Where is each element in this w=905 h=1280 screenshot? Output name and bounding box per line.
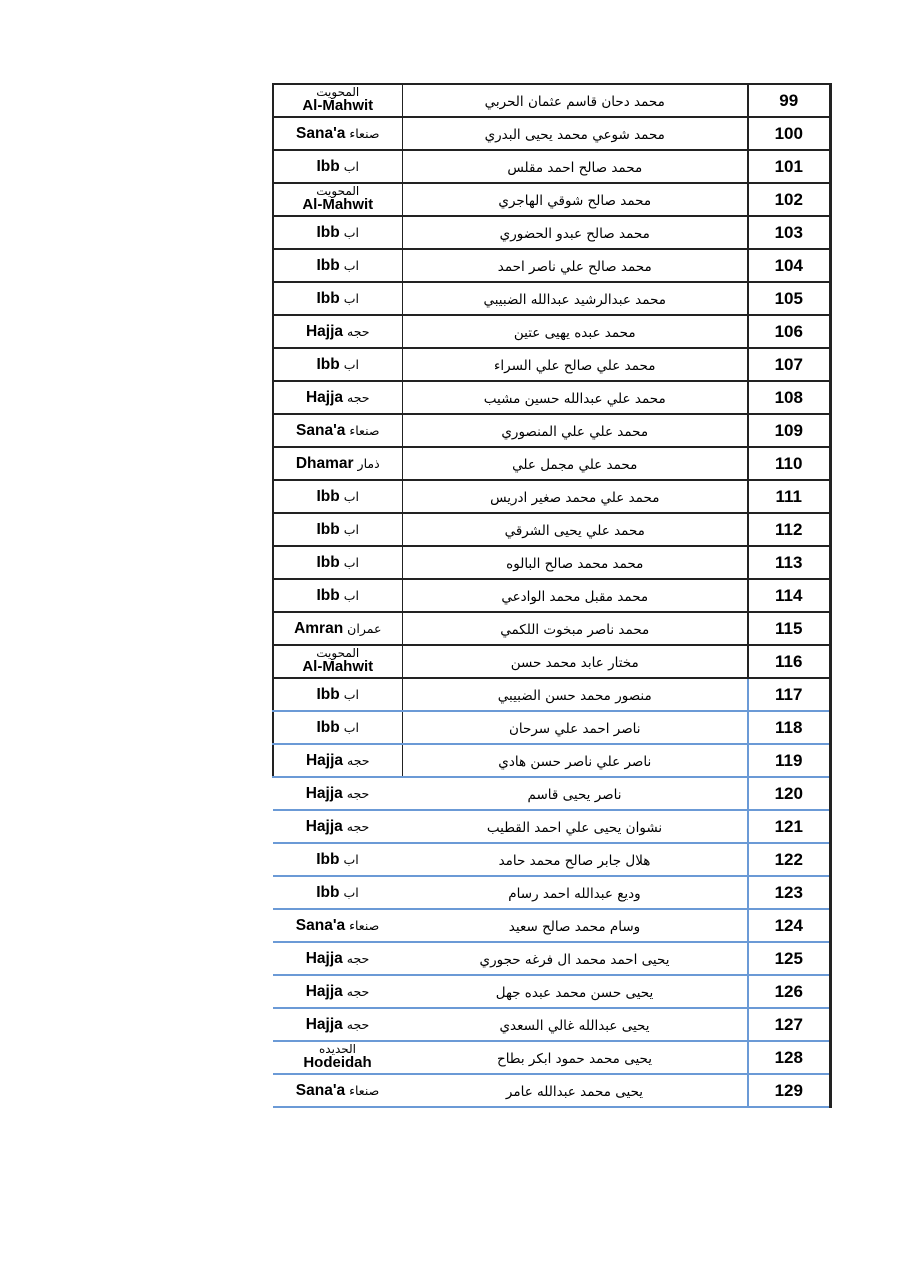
table-body [273, 84, 830, 1107]
governorate-cell [273, 447, 402, 480]
governorate-cell [273, 117, 402, 150]
governorate-label [306, 752, 370, 770]
name-cell [402, 513, 748, 546]
governorate-english: Ibb [316, 157, 340, 175]
governorate-arabic: اب [343, 290, 359, 306]
governorate-label [306, 818, 370, 836]
governorate-english: Amran [294, 619, 344, 637]
name-text: محمد صالح احمد مقلس [507, 160, 643, 176]
number-cell [748, 480, 830, 513]
name-cell [402, 249, 748, 282]
governorate-label [296, 422, 379, 440]
governorate-english: Ibb [316, 256, 340, 274]
table-row [273, 348, 830, 381]
number-text: 129 [774, 1080, 803, 1100]
name-cell [402, 447, 748, 480]
name-cell [402, 1074, 748, 1107]
governorate-arabic: حجه [346, 950, 370, 966]
governorate-english: Ibb [316, 355, 340, 373]
name-text: محمد صالح شوقي الهاجري [498, 193, 652, 209]
number-cell [748, 909, 830, 942]
name-text: نشوان يحيى علي احمد القطيب [486, 820, 663, 836]
governorate-english: Hodeidah [303, 1054, 372, 1071]
governorate-cell [273, 579, 402, 612]
number-text: 110 [775, 453, 803, 473]
table-row [273, 777, 830, 810]
number-text: 115 [775, 618, 803, 638]
name-cell [402, 843, 748, 876]
table-row [273, 975, 830, 1008]
governorate-cell [273, 1041, 402, 1074]
name-text: يحيى محمد حمود ابكر بطاح [496, 1051, 652, 1067]
governorate-cell [273, 84, 402, 117]
name-text: محمد شوعي محمد يحيى البدري [484, 127, 665, 143]
governorate-cell [273, 480, 402, 513]
number-text: 113 [775, 552, 803, 572]
number-text: 100 [774, 123, 803, 143]
governorate-arabic: المحويت [316, 85, 360, 99]
number-cell [748, 678, 830, 711]
governorate-label [317, 521, 360, 539]
number-text: 128 [774, 1047, 803, 1067]
name-text: محمد علي يحيى الشرقي [504, 523, 645, 539]
governorate-label [306, 1016, 370, 1034]
name-cell [402, 579, 748, 612]
number-cell [748, 117, 830, 150]
number-text: 109 [774, 420, 803, 440]
name-text: يحيى عبدالله غالي السعدي [499, 1018, 650, 1034]
governorate-english: Ibb [316, 520, 340, 538]
governorate-label [296, 917, 379, 935]
number-cell [748, 315, 830, 348]
number-cell [748, 150, 830, 183]
name-text: محمد ناصر مبخوت اللكمي [500, 622, 650, 638]
name-text: محمد علي عبدالله حسين مشيب [483, 391, 666, 407]
number-cell [748, 579, 830, 612]
name-cell [402, 381, 748, 414]
governorate-arabic: صنعاء [349, 422, 380, 438]
governorate-english: Ibb [316, 487, 340, 505]
governorate-english: Hajja [305, 1015, 343, 1033]
name-cell [402, 975, 748, 1008]
table-row [273, 216, 830, 249]
number-text: 99 [779, 90, 799, 110]
governorate-label [317, 488, 360, 506]
table-row [273, 117, 830, 150]
name-text: محمد صالح علي ناصر احمد [497, 259, 652, 275]
governorate-label [317, 158, 360, 176]
table-row [273, 1074, 830, 1107]
number-text: 121 [774, 816, 803, 836]
governorate-label [317, 686, 360, 704]
governorate-english: Hajja [305, 949, 343, 967]
governorate-english: Hajja [305, 388, 344, 406]
name-cell [402, 216, 748, 249]
name-text: محمد مقبل محمد الوادعي [501, 589, 649, 605]
governorate-cell [273, 513, 402, 546]
governorate-arabic: حجه [347, 389, 370, 405]
governorate-arabic: اب [343, 851, 359, 867]
name-cell [402, 876, 748, 909]
number-text: 106 [774, 321, 803, 341]
governorate-cell [273, 810, 402, 843]
table-row [273, 480, 830, 513]
governorate-label [317, 719, 360, 737]
governorate-cell [273, 612, 402, 645]
name-cell [402, 480, 748, 513]
number-cell [748, 249, 830, 282]
name-text: محمد علي محمد صغير ادريس [490, 490, 660, 506]
number-cell [748, 711, 830, 744]
governorate-label [274, 185, 402, 211]
governorate-cell [273, 777, 402, 810]
name-cell [402, 612, 748, 645]
governorate-arabic: اب [343, 884, 359, 900]
governorate-arabic: اب [343, 224, 359, 240]
number-text: 105 [774, 288, 803, 308]
governorate-label [296, 455, 380, 473]
governorate-english: Hajja [305, 784, 343, 802]
name-text: يحيى محمد عبدالله عامر [505, 1084, 644, 1100]
table-row [273, 843, 830, 876]
table-row [273, 447, 830, 480]
governorate-arabic: حجه [346, 818, 370, 834]
name-cell [402, 711, 748, 744]
number-text: 124 [774, 915, 803, 935]
governorate-english: Al-Mahwit [302, 658, 374, 675]
name-text: منصور محمد حسن الضبيبي [497, 688, 652, 704]
number-cell [748, 1074, 830, 1107]
number-cell [748, 84, 830, 117]
governorate-label [296, 125, 379, 143]
number-text: 122 [774, 849, 803, 869]
governorate-arabic: اب [343, 587, 359, 603]
governorate-cell [273, 843, 402, 876]
governorate-label [316, 851, 359, 869]
governorate-label [296, 1082, 379, 1100]
name-text: هلال جابر صالح محمد حامد [498, 853, 651, 869]
name-cell [402, 546, 748, 579]
table-row [273, 513, 830, 546]
governorate-arabic: اب [343, 488, 359, 504]
name-cell [402, 117, 748, 150]
governorate-label [306, 785, 370, 803]
governorate-english: Ibb [316, 289, 340, 307]
number-text: 111 [775, 486, 802, 506]
governorate-label [306, 323, 370, 341]
name-text: ناصر احمد علي سرحان [508, 721, 641, 737]
names-table [272, 83, 832, 1108]
name-text: ناصر يحيى قاسم [527, 787, 622, 803]
number-cell [748, 876, 830, 909]
name-cell [402, 315, 748, 348]
governorate-cell [273, 381, 402, 414]
governorate-arabic: اب [343, 257, 359, 273]
number-cell [748, 546, 830, 579]
number-cell [748, 282, 830, 315]
governorate-english: Hajja [305, 322, 344, 340]
governorate-label [273, 1043, 402, 1069]
number-text: 114 [775, 585, 803, 605]
governorate-cell [273, 678, 402, 711]
table-row [273, 810, 830, 843]
number-text: 126 [774, 981, 803, 1001]
table-row [273, 183, 830, 216]
number-text: 104 [774, 255, 803, 275]
governorate-cell [273, 1074, 402, 1107]
governorate-arabic: اب [343, 356, 359, 372]
governorate-cell [273, 876, 402, 909]
name-cell [402, 645, 748, 678]
table-row [273, 282, 830, 315]
table-row [273, 150, 830, 183]
governorate-label [306, 950, 370, 968]
name-text: وسام محمد صالح سعيد [508, 919, 641, 935]
number-text: 116 [775, 651, 803, 671]
name-text: محمد عبده يهيى عتين [513, 325, 636, 341]
governorate-english: Ibb [316, 850, 340, 868]
name-cell [402, 348, 748, 381]
number-cell [748, 810, 830, 843]
governorate-arabic: الحديده [319, 1042, 356, 1056]
governorate-english: Ibb [316, 685, 340, 703]
number-cell [748, 942, 830, 975]
governorate-cell [273, 975, 402, 1008]
governorate-english: Al-Mahwit [302, 97, 374, 114]
governorate-label [317, 356, 360, 374]
governorate-english: Al-Mahwit [302, 196, 374, 213]
name-text: محمد صالح عبدو الحضوري [499, 226, 650, 242]
name-cell [402, 777, 748, 810]
name-cell [402, 810, 748, 843]
table-row [273, 678, 830, 711]
table-row [273, 711, 830, 744]
governorate-arabic: ذمار [357, 455, 380, 471]
governorate-cell [273, 150, 402, 183]
governorate-label [274, 647, 402, 673]
governorate-cell [273, 711, 402, 744]
governorate-cell [273, 414, 402, 447]
governorate-arabic: عمران [347, 620, 382, 636]
governorate-arabic: اب [343, 719, 359, 735]
governorate-arabic: صنعاء [349, 125, 380, 141]
governorate-arabic: اب [343, 521, 359, 537]
table-row [273, 381, 830, 414]
governorate-english: Sana'a [295, 1081, 346, 1099]
table-row [273, 414, 830, 447]
name-text: محمد عبدالرشيد عبدالله الضبيبي [483, 292, 667, 308]
governorate-arabic: المحويت [316, 646, 360, 660]
table-row [273, 315, 830, 348]
name-cell [402, 282, 748, 315]
name-cell [402, 150, 748, 183]
number-text: 108 [774, 387, 803, 407]
number-cell [748, 1041, 830, 1074]
governorate-arabic: اب [343, 554, 359, 570]
governorate-label [317, 554, 360, 572]
governorate-cell [273, 183, 402, 216]
number-cell [748, 975, 830, 1008]
number-text: 103 [774, 222, 803, 242]
governorate-arabic: صنعاء [349, 1082, 380, 1098]
governorate-arabic: اب [343, 686, 359, 702]
governorate-cell [273, 282, 402, 315]
table-row [273, 744, 830, 777]
name-cell [402, 909, 748, 942]
name-text: محمد محمد صالح البالوه [506, 556, 644, 572]
name-text: يحيى احمد محمد ال فرغه حجوري [479, 952, 670, 968]
number-cell [748, 744, 830, 777]
number-text: 102 [774, 189, 803, 209]
number-cell [748, 1008, 830, 1041]
table-row [273, 876, 830, 909]
governorate-english: Hajja [305, 751, 344, 769]
governorate-label [317, 224, 360, 242]
name-cell [402, 942, 748, 975]
table-row [273, 249, 830, 282]
governorate-english: Ibb [316, 586, 340, 604]
governorate-cell [273, 546, 402, 579]
governorate-cell [273, 909, 402, 942]
name-text: يحيى حسن محمد عبده جهل [495, 985, 654, 1001]
table-row [273, 546, 830, 579]
number-cell [748, 645, 830, 678]
number-cell [748, 612, 830, 645]
number-text: 118 [775, 717, 803, 737]
name-text: محمد دحان قاسم عثمان الحربي [484, 94, 665, 110]
table-row [273, 1008, 830, 1041]
table-row [273, 942, 830, 975]
governorate-english: Ibb [316, 553, 340, 571]
governorate-label [317, 290, 360, 308]
number-text: 125 [774, 948, 803, 968]
governorate-cell [273, 348, 402, 381]
number-text: 101 [774, 156, 803, 176]
name-cell [402, 84, 748, 117]
number-cell [748, 843, 830, 876]
name-text: وديع عبدالله احمد رسام [508, 886, 641, 902]
table-row [273, 84, 830, 117]
governorate-arabic: المحويت [316, 184, 360, 198]
name-text: ناصر علي ناصر حسن هادي [498, 754, 652, 770]
number-cell [748, 777, 830, 810]
governorate-english: Sana'a [295, 916, 346, 934]
governorate-arabic: اب [343, 158, 359, 174]
governorate-arabic: حجه [346, 785, 370, 801]
governorate-arabic: حجه [346, 983, 370, 999]
governorate-cell [273, 216, 402, 249]
governorate-label [317, 587, 360, 605]
number-cell [748, 447, 830, 480]
name-cell [402, 1041, 748, 1074]
governorate-english: Hajja [305, 982, 343, 1000]
governorate-english: Ibb [316, 883, 340, 901]
governorate-label [317, 257, 360, 275]
number-text: 112 [775, 519, 803, 539]
governorate-arabic: صنعاء [349, 917, 380, 933]
number-text: 127 [774, 1014, 803, 1034]
governorate-arabic: حجه [346, 1016, 370, 1032]
number-cell [748, 513, 830, 546]
governorate-arabic: حجه [347, 323, 370, 339]
name-text: مختار عابد محمد حسن [510, 655, 639, 671]
governorate-cell [273, 942, 402, 975]
number-cell [748, 183, 830, 216]
governorate-english: Ibb [316, 223, 340, 241]
number-cell [748, 381, 830, 414]
number-text: 123 [774, 882, 803, 902]
governorate-cell [273, 1008, 402, 1041]
governorate-cell [273, 249, 402, 282]
number-cell [748, 414, 830, 447]
governorate-label [294, 620, 381, 638]
number-text: 117 [775, 684, 803, 704]
name-text: محمد علي علي المنصوري [501, 424, 649, 440]
governorate-english: Sana'a [296, 124, 346, 142]
name-cell [402, 183, 748, 216]
name-text: محمد علي صالح علي السراء [494, 358, 656, 374]
name-cell [402, 744, 748, 777]
number-cell [748, 348, 830, 381]
table-row [273, 612, 830, 645]
number-cell [748, 216, 830, 249]
governorate-cell [273, 744, 402, 777]
governorate-english: Dhamar [295, 454, 354, 472]
governorate-english: Ibb [316, 718, 340, 736]
name-cell [402, 678, 748, 711]
governorate-label [316, 884, 359, 902]
governorate-label [306, 389, 370, 407]
table-row [273, 909, 830, 942]
governorate-english: Hajja [305, 817, 343, 835]
governorate-cell [273, 645, 402, 678]
name-cell [402, 414, 748, 447]
governorate-label [306, 983, 370, 1001]
table-row [273, 645, 830, 678]
number-text: 120 [774, 783, 803, 803]
governorate-label [274, 86, 402, 112]
name-text: محمد علي مجمل علي [512, 457, 638, 473]
governorate-cell [273, 315, 402, 348]
governorate-english: Sana'a [296, 421, 346, 439]
table-row [273, 579, 830, 612]
table-row [273, 1041, 830, 1074]
number-text: 107 [774, 354, 803, 374]
number-text: 119 [775, 750, 803, 770]
governorate-arabic: حجه [347, 752, 370, 768]
name-cell [402, 1008, 748, 1041]
